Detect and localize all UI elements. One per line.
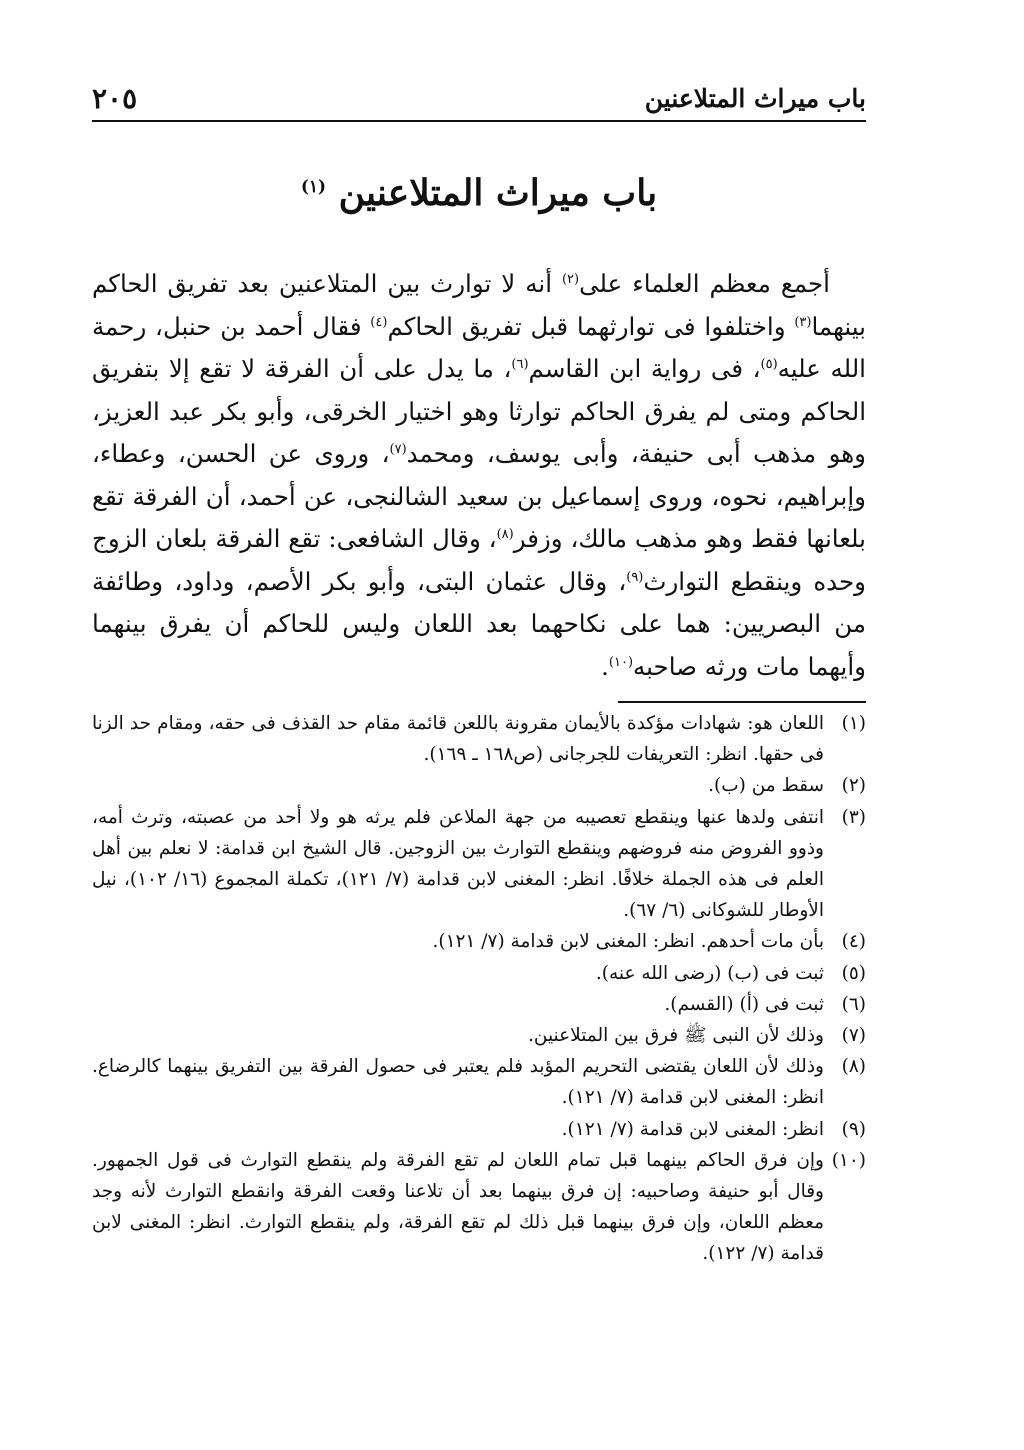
footnote-item <box>92 1114 866 1145</box>
running-header <box>92 80 866 122</box>
chapter-title-text: باب ميراث المتلاعنين <box>338 172 658 214</box>
body-text-segment: . <box>601 651 609 681</box>
footnote-item <box>92 958 866 989</box>
body-text-segment: أجمع معظم العلماء على <box>579 269 830 298</box>
body-text-segment: فقال أحمد بن حنبل، رحمة الله عليه <box>92 311 866 383</box>
body-text-segment: ، ما يدل على أن الفرقة لا تقع إلا بتفريق الحاكم ومتى لم يفرق الحاكم توارثا وهو اختيار الخرقى، وأبو بكر عبد العزيز، وهو مذهب أبى حنيفة، وأبى يوسف، ومحمد <box>92 354 866 468</box>
footnote-ref: (٧) <box>389 441 407 457</box>
footnote-ref: (٣) <box>794 314 812 330</box>
footnote-text: ثبت فى (أ) (القسم). <box>664 993 824 1015</box>
footnote-number: (٧) <box>841 1025 866 1047</box>
footnote-ref: (٩) <box>626 569 644 585</box>
footnote-ref: (٢) <box>561 271 580 287</box>
footnote-item <box>92 770 866 801</box>
chapter-title <box>92 172 866 214</box>
footnote-item <box>92 1051 866 1113</box>
footnote-ref: (٨) <box>496 526 514 542</box>
footnote-number: (٣) <box>841 806 866 828</box>
footnote-item <box>92 926 866 957</box>
body-text-segment: واختلفوا فى توارثهما قبل تفريق الحاكم <box>387 311 795 341</box>
footnote-text: انظر: المغنى لابن قدامة (٧/ ١٢١). <box>561 1118 824 1140</box>
footnote-text: انتفى ولدها عنها وينقطع تعصيبه من جهة الملاعن فلم يرثه هو ولا أحد من عصبته، وترث أمه، وذوو الفروض منه فروضهم وينقطع التوارث بين الزوجين. قال الشيخ ابن قدامة: لا نعلم بين أهل العلم فى هذه الجملة خلافًا. انظر: المغنى لابن قدامة (٧/ ١٢١)، تكملة المجموع (١٦/ ١٠٢)، نيل الأوطار للشوكانى (٦/ ٦٧). <box>92 806 825 922</box>
footnote-number: (١) <box>841 713 866 734</box>
footnote-text: وذلك لأن اللعان يقتضى التحريم المؤبد فلم يعتبر فى حصول الفرقة بين التفريق بينهما كالرضاع. انظر: المغنى لابن قدامة (٧/ ١٢١). <box>92 1056 824 1109</box>
footnote-text: بأن مات أحدهم. انظر: المغنى لابن قدامة (٧/ ١٢١). <box>432 931 824 953</box>
footnote-number: (١٠) <box>831 1149 866 1171</box>
footnote-ref: (٤) <box>370 314 388 330</box>
footnote-number: (٤) <box>841 931 866 953</box>
footnote-separator <box>618 701 866 703</box>
footnote-number: (٩) <box>841 1118 866 1140</box>
footnote-text: سقط من (ب). <box>708 775 824 797</box>
running-title: باب ميراث المتلاعنين <box>644 83 866 113</box>
footnote-item <box>92 1020 866 1051</box>
main-body-paragraph <box>92 263 866 688</box>
footnotes-section <box>92 708 866 1270</box>
footnote-text: اللعان هو: شهادات مؤكدة بالأيمان مقرونة باللعن قائمة مقام حد القذف فى حقه، ومقام حد الزنا فى حقها. انظر: التعريفات للجرجانى (ص١٦٨ ـ ١٦٩). <box>92 713 824 766</box>
footnote-item <box>92 1145 866 1270</box>
footnote-item <box>92 708 866 770</box>
footnote-item <box>92 989 866 1020</box>
footnote-ref: (٥) <box>760 356 778 372</box>
body-text-segment: أنه لا توارث بين المتلاعنين بعد تفريق الحاكم بينهما <box>92 269 866 341</box>
footnote-item <box>92 802 866 927</box>
body-text-segment: ، وقال عثمان البتى، وأبو بكر الأصم، وداود، وطائفة من البصريين: هما على نكاحهما بعد اللعان وليس للحاكم أن يفرق بينهما وأيهما مات ورثه صاحبه <box>92 566 866 681</box>
footnote-number: (٢) <box>841 775 866 797</box>
footnote-number: (٥) <box>841 962 866 984</box>
footnote-number: (٨) <box>841 1056 866 1078</box>
body-text-segment: ، وروى عن الحسن، وعطاء، وإبراهيم، نحوه، وروى إسماعيل بن سعيد الشالنجى، عن أحمد، أن الفرقة تقع بلعانها فقط وهو مذهب مالك، وزفر <box>92 439 866 553</box>
body-text-segment: ، فى رواية ابن القاسم <box>528 354 761 383</box>
page-number: ٢٠٥ <box>92 81 138 115</box>
chapter-title-note-ref: (١) <box>300 177 327 197</box>
footnote-text: ثبت فى (ب) (رضى الله عنه). <box>595 962 824 984</box>
footnote-ref: (٦) <box>511 356 529 372</box>
footnote-ref: (١٠) <box>608 654 634 670</box>
footnote-text: وذلك لأن النبى ﷺ فرق بين المتلاعنين. <box>527 1025 824 1047</box>
body-text-segment: ، وقال الشافعى: تقع الفرقة بلعان الزوج وحده وينقطع التوارث <box>92 524 866 596</box>
footnote-text: وإن فرق الحاكم بينهما قبل تمام اللعان لم تقع الفرقة ولم ينقطع التوارث فى قول الجمهور. وقال أبو حنيفة وصاحبيه: إن فرق بينهما بعد أن تلاعنا وقعت الفرقة وانقطع التوارث لأنه وجد معظم اللعان، وإن فرق بينهما قبل ذلك لم تقع الفرقة، ولم ينقطع التوارث. انظر: المغنى لابن قدامة (٧/ ١٢٢). <box>92 1149 824 1265</box>
footnote-number: (٦) <box>841 993 866 1015</box>
